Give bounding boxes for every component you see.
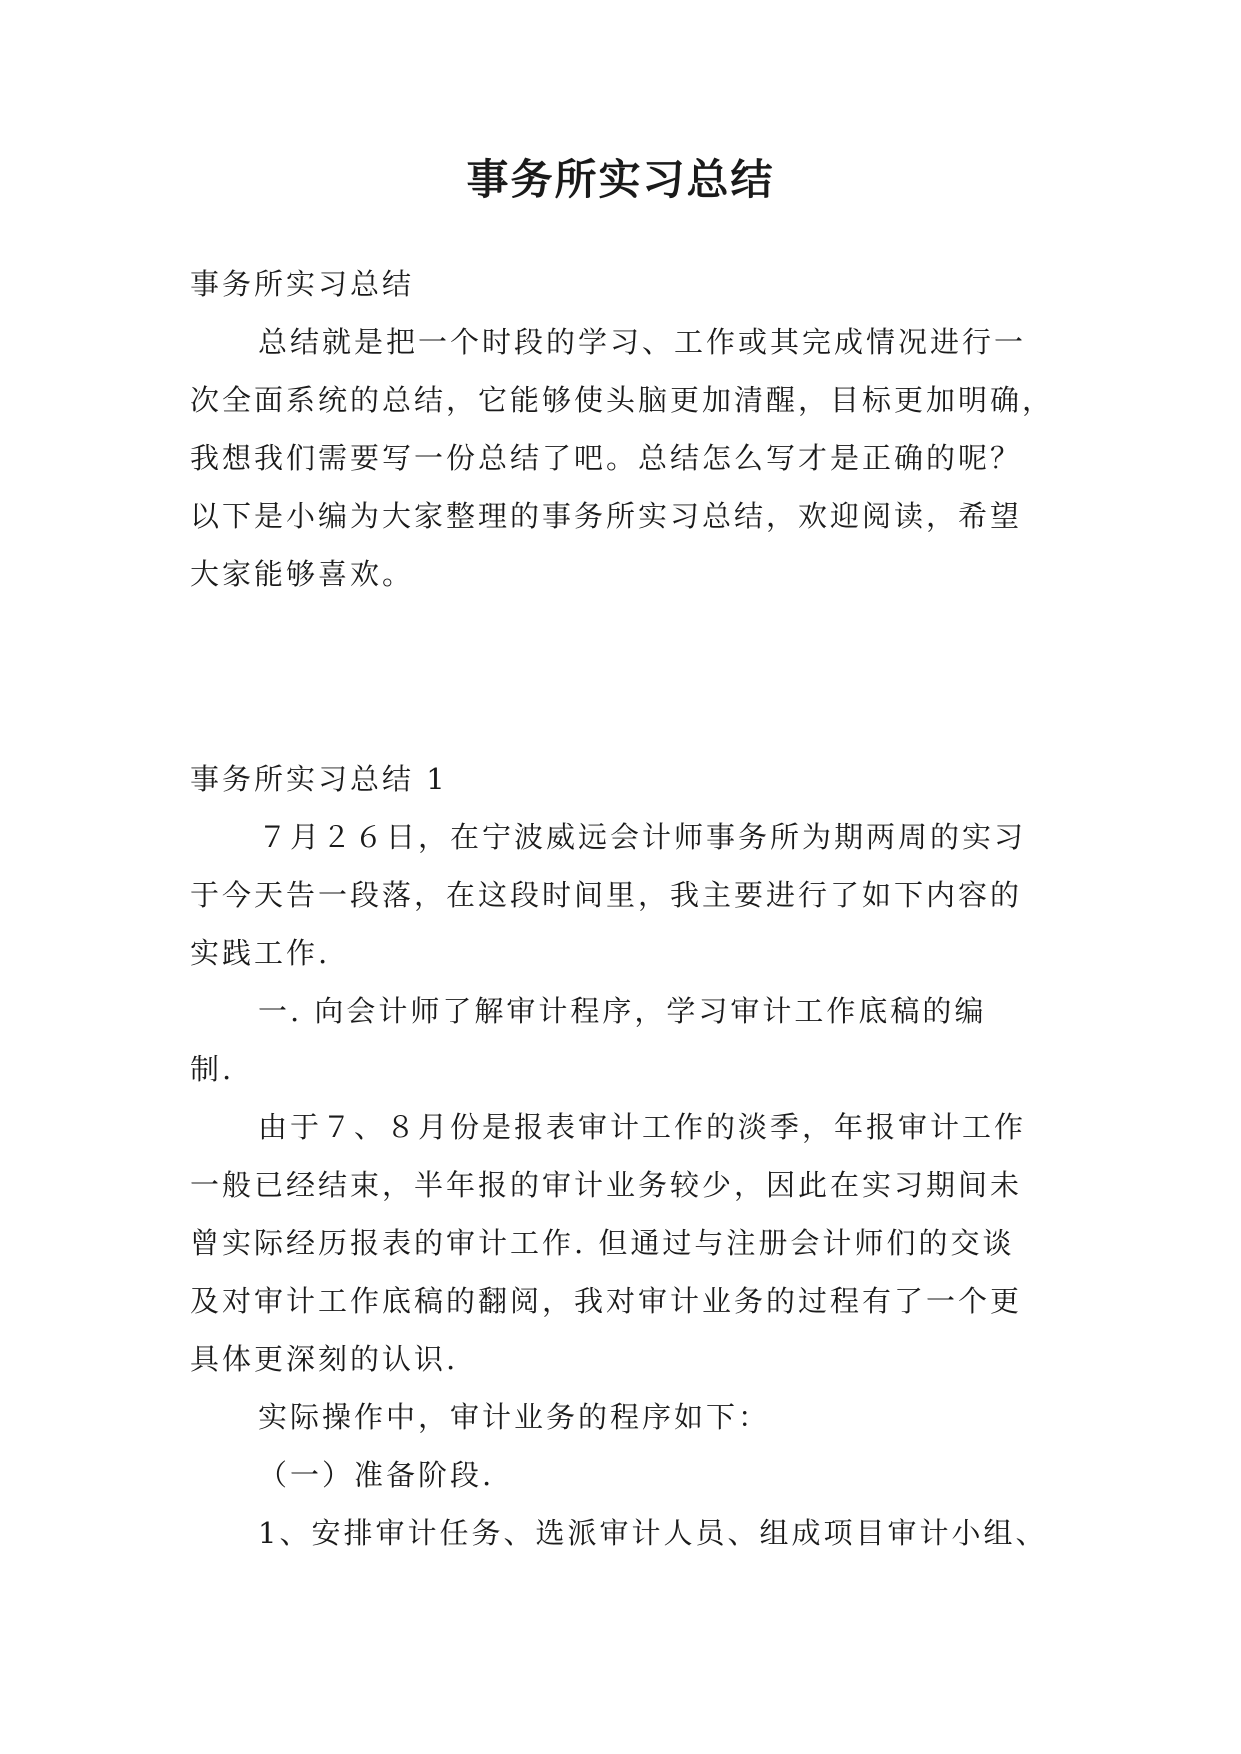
paragraph-line: 实践工作. [190, 936, 331, 970]
paragraph-line: 一般已经结束，半年报的审计业务较少，因此在实习期间未 [190, 1168, 1023, 1202]
paragraph-line: ７月２６日，在宁波威远会计师事务所为期两周的实习 [258, 820, 1027, 854]
intro-line: 次全面系统的总结，它能够使头脑更加清醒，目标更加明确， [190, 383, 1055, 417]
document-title: 事务所实习总结 [466, 155, 775, 204]
intro-heading: 事务所实习总结 [190, 267, 415, 301]
paragraph-line: 曾实际经历报表的审计工作. 但通过与注册会计师们的交谈 [190, 1226, 1015, 1260]
paragraph-line: 实际操作中，审计业务的程序如下： [258, 1400, 771, 1434]
intro-line: 我想我们需要写一份总结了吧。总结怎么写才是正确的呢？ [190, 441, 1023, 475]
paragraph-line: 具体更深刻的认识. [190, 1342, 459, 1376]
intro-line: 总结就是把一个时段的学习、工作或其完成情况进行一 [258, 325, 1027, 359]
section-1 [190, 750, 1060, 1562]
intro-line: 大家能够喜欢。 [190, 557, 415, 591]
paragraph-line: 及对审计工作底稿的翻阅，我对审计业务的过程有了一个更 [190, 1284, 1023, 1318]
paragraph-line: 由于７、８月份是报表审计工作的淡季，年报审计工作 [258, 1110, 1027, 1144]
subheading-preparation: （一）准备阶段. [258, 1458, 495, 1492]
section-heading: 事务所实习总结 1 [190, 762, 448, 796]
paragraph-line: 一. 向会计师了解审计程序，学习审计工作底稿的编 [258, 994, 987, 1028]
paragraph-line: 1、安排审计任务、选派审计人员、组成项目审计小组、 [258, 1516, 1048, 1550]
paragraph-line: 于今天告一段落，在这段时间里，我主要进行了如下内容的 [190, 878, 1023, 912]
paragraph-line: 制. [190, 1052, 235, 1086]
intro-section [190, 255, 1060, 603]
intro-line: 以下是小编为大家整理的事务所实习总结，欢迎阅读，希望 [190, 499, 1023, 533]
